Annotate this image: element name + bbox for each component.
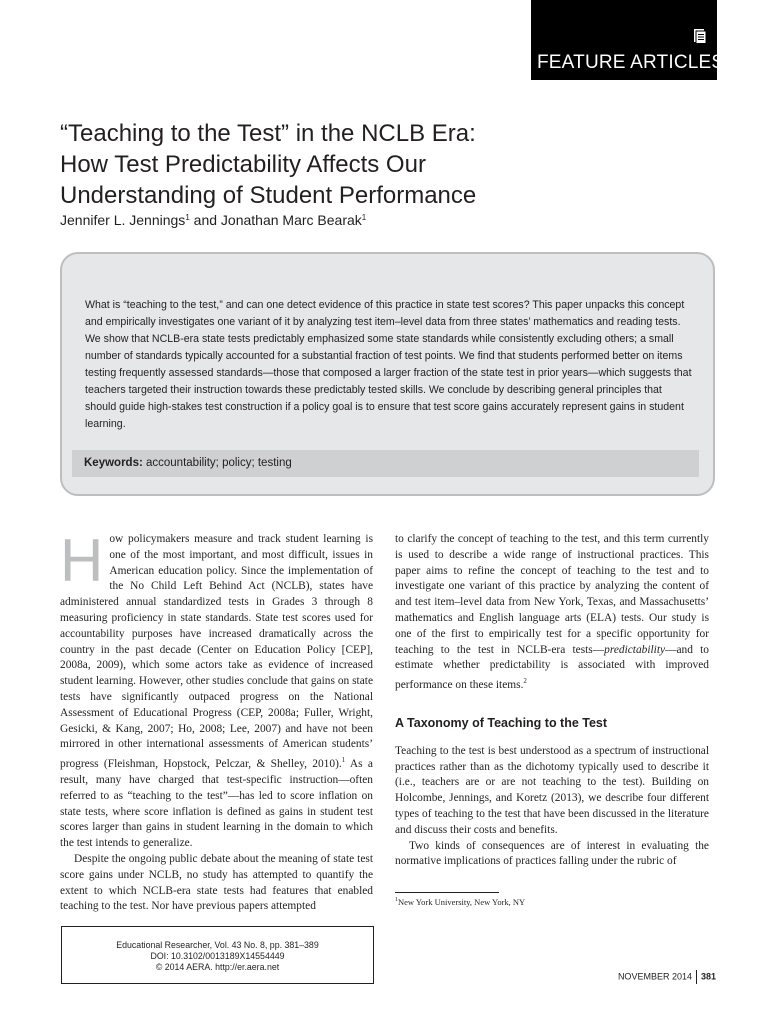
section-tag-label: FEATURE ARTICLES (537, 52, 725, 73)
citation-line[interactable]: DOI: 10.3102/0013189X14554449 (150, 951, 285, 961)
abstract-text: What is “teaching to the test,” and can one detect evidence of this practice in state test scores? This paper unpacks this concept and empirically investigates one variant of it by analyzing test item–level data from three states’ mathematics and reading tests. We show that NCLB-era state tests predictably emphasized some state standards while consistently excluding others; a small number of standards typically accounted for a substantial fraction of test points. We find that students performed better on items testing frequently assessed standards—those that composed a larger fraction of the state test in prior years—which suggests that teachers targeted their instruction towards these predictably tested skills. We conclude by describing general principles that should guide high-stakes test construction if a policy goal is to ensure that test score gains accurately represent gains in student learning. (85, 299, 692, 430)
title-line: Understanding of Student Performance (60, 182, 477, 209)
footnote-ref[interactable]: 2 (523, 677, 527, 686)
paragraph-text: —and to estimate whether predictability is associated with improved performance on these items. (395, 643, 710, 692)
paragraph-text: ow policymakers measure and track student learning is one of the most important, and most difficult, issues in American education policy. Since the implementation of the No Child Left Behind Act (NCLB), states have administered annual standardized tests in Grades 3 through 8 measuring proficiency in state standards. State test scores used for accountability purposes have increased dramatically across the country in the past decade (Center on Education Policy [CEP], 2008a, 2009), which some actors take as evidence of increased student learning. However, other studies conclude that gains on state tests have significantly outpaced progress on the National Assessment of Educational Progress (CEP, 2008a; Fuller, Wright, Gesicki, & Kang, 2007; Ho, 2008; Lee, 2007) and have not been mirrored in other international assessments of American students’ progress (Fleishman, Hopstock, Pelczar, & Shelley, 2010). (60, 533, 373, 771)
keywords-value: accountability; policy; testing (146, 457, 292, 469)
drop-cap: H (60, 527, 104, 594)
abstract-box (60, 252, 715, 496)
page-number: 381 (700, 971, 716, 982)
body-paragraph (395, 532, 709, 694)
section-heading: A Taxonomy of Teaching to the Test (395, 715, 608, 730)
paragraph-text: to clarify the concept of teaching to the test, and this term currently is used to describe a wide range of instructional practices. This paper aims to refine the concept of teaching to the test and to investigate one variant of this practice by analyzing the content of and test item–level data from New York, Texas, and Massachusetts’ mathematics and English language arts (ELA) tests. Our study is one of the first to empirically test for a specific opportunity for teaching to the test in NCLB-era tests— (395, 533, 709, 656)
author-joiner: and (193, 212, 218, 228)
section-tag (531, 0, 725, 80)
paragraph-text: As a result, many have charged that test-specific instruction—often referred to as “teaching to the test”—has led to score inflation on state tests, where score inflation is defined as gains in student test scores larger than gains in student learning in the domain to which the test intends to generalize. (60, 758, 373, 850)
keywords-bar (72, 450, 699, 477)
body-paragraph: Two kinds of consequences are of interest in evaluating the normative implications of practices falling under the rubric of (395, 839, 709, 868)
title-line: “Teaching to the Test” in the NCLB Era: (60, 120, 476, 147)
affiliation-mark: 1 (185, 213, 190, 222)
citation-box (61, 926, 374, 984)
body-column-left (60, 527, 373, 913)
keywords-label: Keywords: (84, 457, 143, 469)
citation-line[interactable]: © 2014 AERA. http://er.aera.net (155, 962, 280, 972)
footnote (395, 897, 525, 907)
citation-line: Educational Researcher, Vol. 43 No. 8, pp. 381–389 (116, 940, 319, 950)
body-paragraph (60, 527, 373, 852)
body-column-right (395, 532, 709, 870)
article-title (60, 118, 620, 211)
author-name: Jonathan Marc Bearak (220, 212, 362, 228)
footnote-mark: 1 (395, 897, 398, 903)
author-list (60, 212, 366, 228)
footnote-text: New York University, New York, NY (398, 897, 526, 907)
footer-divider (696, 970, 697, 984)
author-name: Jennifer L. Jennings (60, 212, 186, 228)
footnote-divider (395, 892, 499, 893)
affiliation-mark: 1 (361, 213, 367, 222)
issue-date: NOVEMBER 2014 (617, 971, 692, 982)
footnote-ref[interactable]: 1 (341, 756, 346, 765)
title-line: How Test Predictability Affects Our (60, 151, 426, 178)
body-paragraph: Despite the ongoing public debate about the meaning of state test score gains under NCLB, no study has attempted to quantify the extent to which NCLB-era state tests had features that enabled teaching to the test. Nor have previous papers attempted (60, 852, 373, 913)
body-paragraph: Teaching to the test is best understood as a spectrum of instructional practices rather than as the dichotomy typically used to describe it (i.e., teachers are or are not teaching to the test). Building on Holcombe, Jennings, and Koretz (2013), we describe four different types of teaching to the test that have been discussed in the literature and discuss their costs and benefits. (395, 744, 709, 836)
page-footer (618, 970, 716, 984)
emphasis-text: predictability (604, 643, 666, 656)
document-stack-icon (693, 28, 707, 44)
